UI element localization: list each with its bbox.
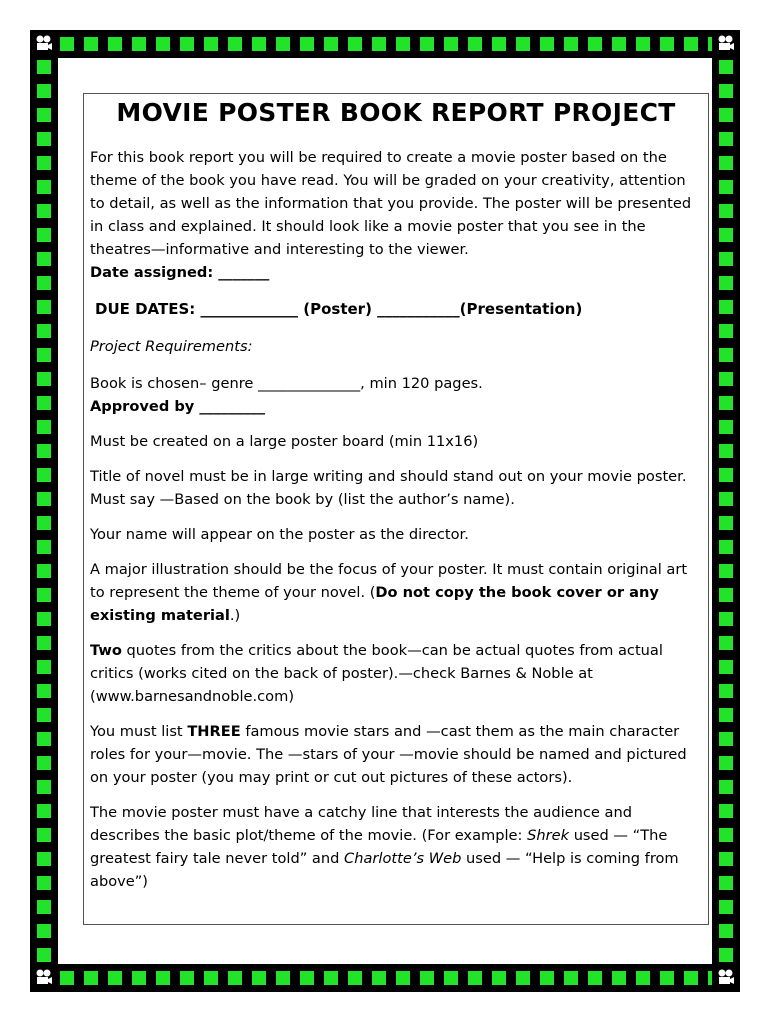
requirement-text: .)	[229, 607, 241, 624]
requirement-text: A major illustration should be the focus of your poster. It must contain original art to represent the theme of your novel. (	[90, 561, 688, 601]
requirement-text: Title of novel must be in large writing and should stand out on your movie poster. Must say —Based on the book by (list the author’s name).	[90, 468, 687, 508]
requirement-emphasis: Two	[90, 642, 122, 659]
due-dates	[95, 298, 702, 321]
requirement-text: used — “The greatest fairy tale never told” and	[90, 827, 668, 867]
approved-by: Approved by _________	[90, 398, 266, 415]
film-camera-icon	[30, 30, 58, 58]
requirement-text: Your name will appear on the poster as the director.	[90, 526, 469, 543]
requirement-text: used — “Help is coming from above”)	[90, 850, 679, 890]
requirement-2	[90, 430, 702, 453]
requirement-1	[90, 372, 702, 395]
date-assigned: Date assigned: _______	[90, 264, 270, 281]
due-presentation: (Presentation)	[459, 300, 583, 318]
requirement-6	[90, 639, 702, 708]
requirement-text: famous movie stars and —cast them as the main character roles for your—movie. The —stars of your —movie should be named and pictured on your poster (you may print or cut out pictures of these actors).	[90, 723, 687, 786]
requirement-emphasis: Do not copy the book cover or any existing material	[90, 584, 659, 624]
requirements-heading: Project Requirements:	[90, 338, 253, 355]
due-poster: (Poster)	[303, 300, 372, 318]
page-title: MOVIE POSTER BOOK REPORT PROJECT	[116, 98, 676, 127]
film-strip-right	[712, 30, 740, 992]
example-title-shrek: Shrek	[527, 827, 570, 844]
requirement-text: Must be created on a large poster board (min 11x16)	[90, 433, 479, 450]
example-title-charlottes-web: Charlotte’s Web	[344, 850, 462, 867]
film-camera-icon	[30, 964, 58, 992]
requirement-emphasis: THREE	[187, 723, 241, 740]
requirement-5	[90, 558, 702, 627]
film-camera-icon	[712, 964, 740, 992]
document-body	[90, 96, 702, 893]
requirement-7	[90, 720, 702, 789]
intro-paragraph: For this book report you will be required to create a movie poster based on the theme of the book you have read. You will be graded on your creativity, attention to detail, as well as the information that you provide. The poster will be presented in class and explained. It should look like a movie poster that you see in the theatres—informative and interesting to the viewer.	[90, 149, 692, 258]
due-blank-presentation: ___________	[377, 300, 460, 318]
film-camera-icon	[712, 30, 740, 58]
film-strip-left	[30, 30, 58, 992]
due-label: DUE DATES:	[95, 300, 196, 318]
film-strip-bottom	[30, 964, 740, 992]
requirement-4	[90, 523, 702, 546]
requirement-text: You must list	[90, 723, 183, 740]
requirement-8	[90, 801, 702, 893]
requirement-text: quotes from the critics about the book—can be actual quotes from actual critics (works cited on the back of poster).—check Barnes & Noble at (www.barnesandnoble.com)	[90, 642, 663, 705]
requirement-text: The movie poster must have a catchy line that interests the audience and describes the basic plot/theme of the movie. (For example:	[90, 804, 632, 844]
due-blank-poster: _____________	[200, 300, 299, 318]
requirement-3	[90, 465, 702, 511]
requirement-text: Book is chosen– genre ______________, min 120 pages.	[90, 375, 483, 392]
film-strip-top	[30, 30, 740, 58]
